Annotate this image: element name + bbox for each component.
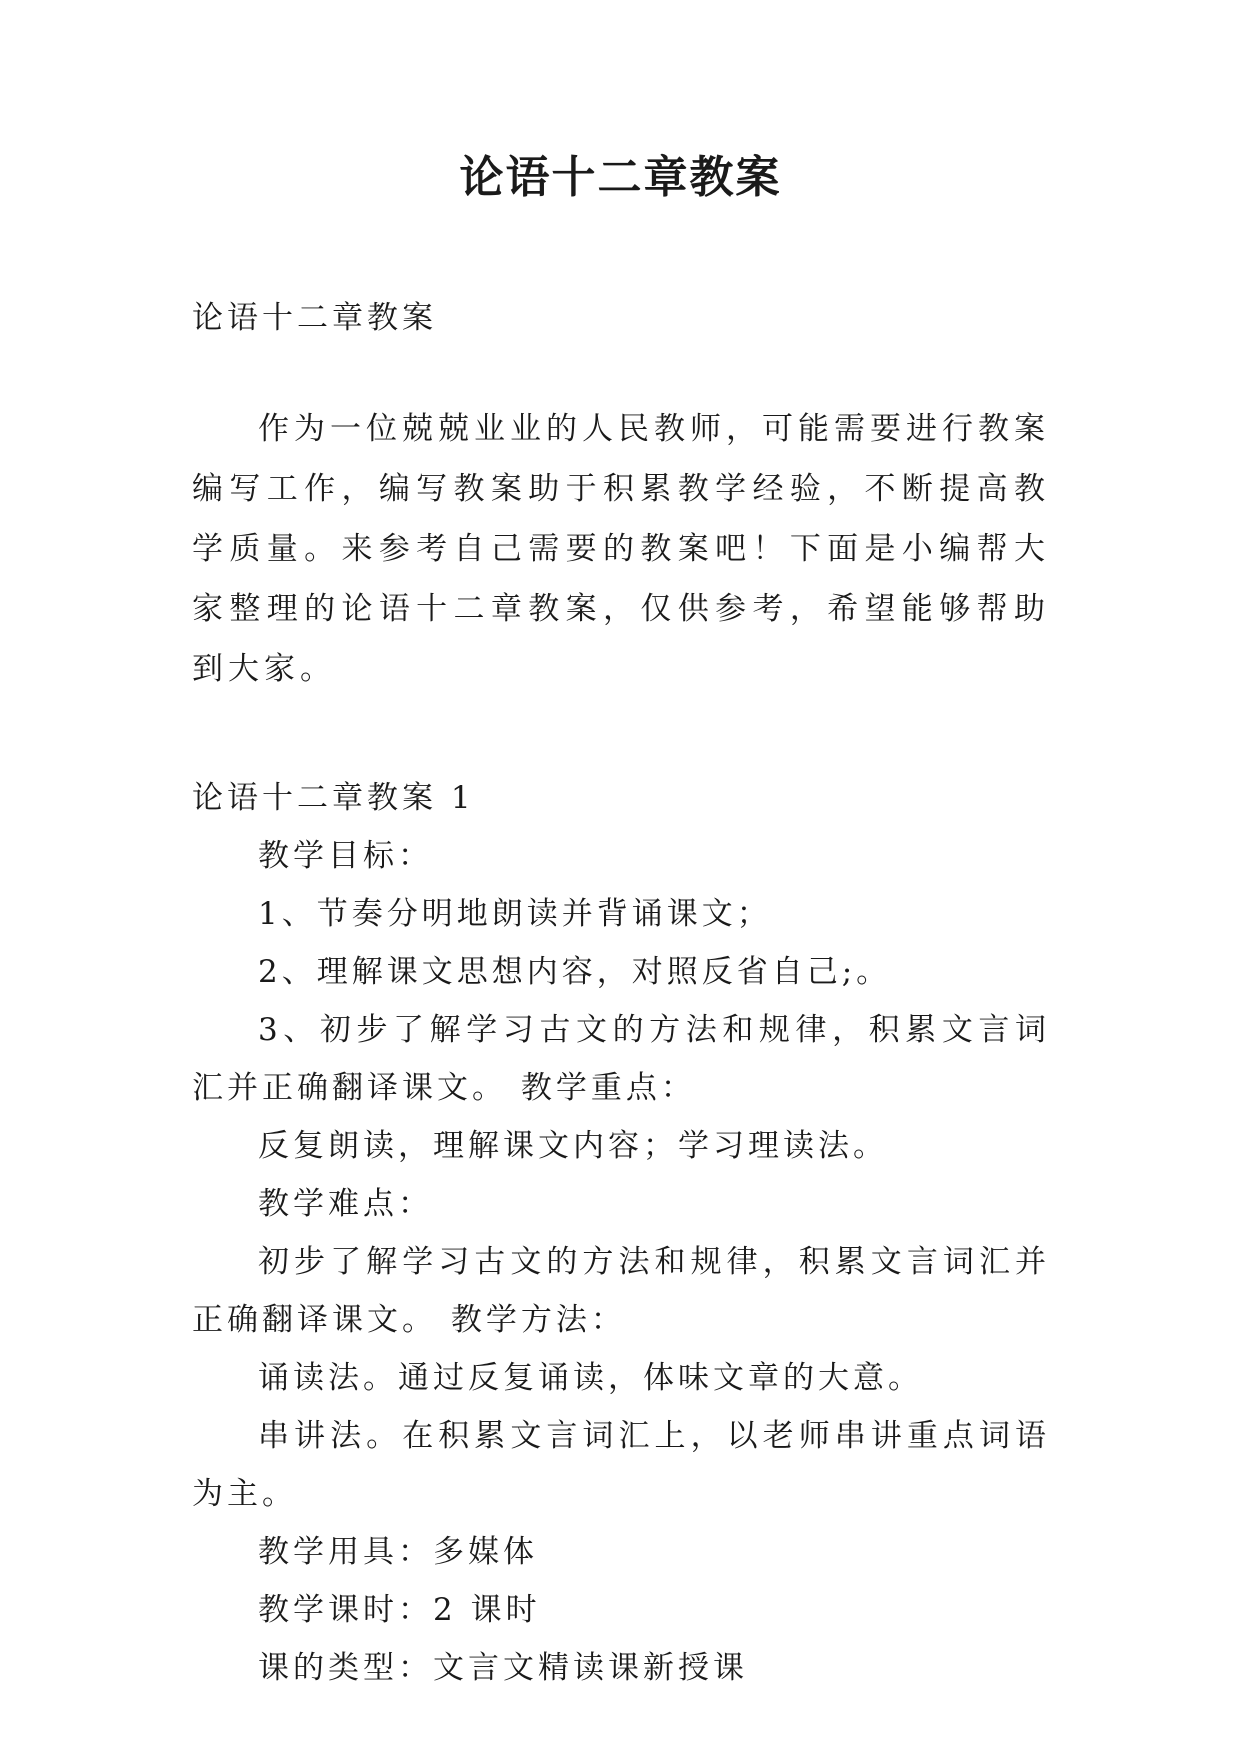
key-points-text: 反复朗读，理解课文内容；学习理读法。 [258,1128,888,1164]
method-recitation: 诵读法。通过反复诵读，体味文章的大意。 [258,1360,923,1396]
document-title: 论语十二章教案 [459,152,782,203]
spacer [192,699,1050,769]
intro-paragraph: 作为一位兢兢业业的人民教师，可能需要进行教案编写工作，编写教案助于积累教学经验，不断提高教学质量。来参考自己需要的教案吧！下面是小编帮大家整理的论语十二章教案，仅供参考，希望能够帮助到大家。 [192,411,1050,687]
teaching-tools: 教学用具：多媒体 [258,1534,538,1570]
goal-item-1: 1、节奏分明地朗读并背诵课文； [258,896,772,932]
document-subtitle: 论语十二章教案 [192,300,437,336]
document-body [192,289,1050,1697]
goal-item-3: 3、初步了解学习古文的方法和规律，积累文言词汇并正确翻译课文。 教学重点： [192,1012,1050,1106]
difficulties-heading: 教学难点： [258,1186,433,1222]
goal-item-2: 2、理解课文思想内容，对照反省自己;。 [258,954,892,990]
lesson-type: 课的类型：文言文精读课新授课 [258,1650,748,1686]
teaching-goals-heading: 教学目标： [258,838,433,874]
method-explanation: 串讲法。在积累文言词汇上，以老师串讲重点词语为主。 [192,1418,1050,1512]
class-hours: 教学课时：2 课时 [258,1592,541,1628]
section-title: 论语十二章教案 1 [192,780,475,816]
difficulties-text: 初步了解学习古文的方法和规律，积累文言词汇并正确翻译课文。 教学方法： [192,1244,1050,1338]
spacer [192,347,1050,399]
